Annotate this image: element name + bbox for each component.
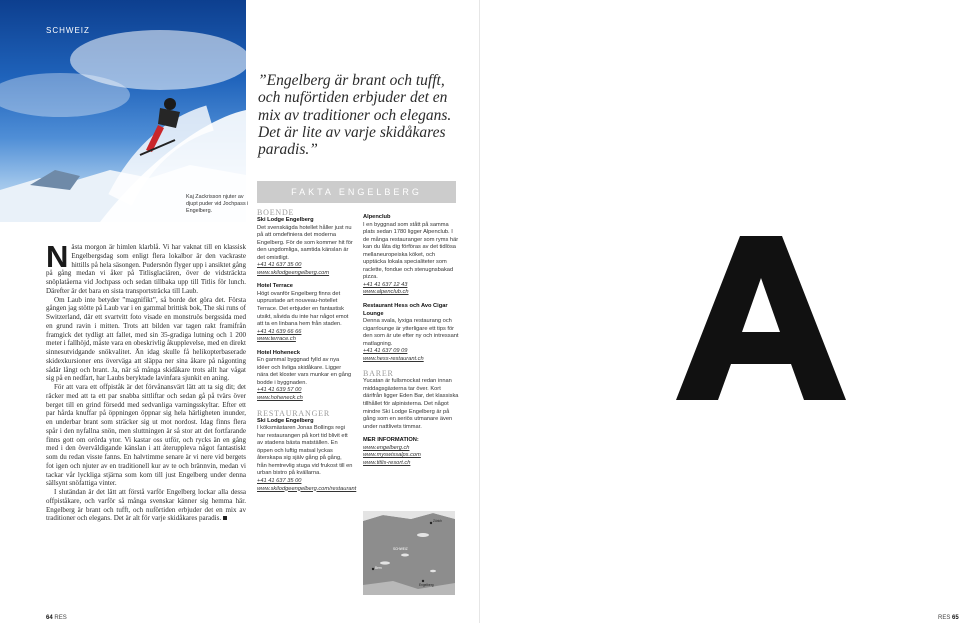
venue-link[interactable]: www.skilodgeengelberg.com (257, 269, 330, 276)
page-fold (479, 0, 480, 623)
venue-phone: +41 41 637 09 09 (363, 348, 408, 355)
map-label-schweiz: SCHWEIZ (393, 547, 408, 551)
category-heading: BARER (363, 369, 394, 379)
map-label-bern: Bern (375, 566, 382, 570)
venue-link[interactable]: www.skilodgeengelberg.com/restaurant (257, 485, 357, 492)
venue-phone: +41 41 637 35 00 (257, 477, 302, 484)
venue-name: Hotel Terrace (257, 283, 293, 290)
article-body (46, 239, 246, 523)
venue-name: Restaurant Hess och Avo Cigar Lounge (363, 303, 448, 317)
map-label-engelberg: Engelberg (419, 583, 434, 587)
pull-quote: ”Engelberg är brant och tufft, och nuförtiden erbjuder det en mix av traditioner och elegans. Det är lite av varje skidåkares paradis.” (258, 72, 452, 159)
article-paragraph: Nästa morgon är himlen klarblå. Vi har vaknat till en klassisk Engelbergsdag som enligt flera lokalbor är den vackraste hittills på hela säsongen. Pudersnön flyger upp i ansiktet gång på gång medan vi åker på Titlisglaciären, över de vidsträckta snöplatåerna vid Jochpass och sedan tillbaka upp till Titlis för lunch. Därefter är det bara en sista transportsträcka till Laub. (46, 239, 246, 295)
info-link[interactable]: www.myswissalps.com (363, 452, 421, 459)
page-number-right: RES 65 (938, 615, 959, 621)
venue-name: Hotel Hoheneck (257, 349, 300, 356)
fakta-header: FAKTA ENGELBERG (257, 181, 456, 203)
venue-desc: Det svenskägda hotellet håller just nu på att omdefiniera det moderna Engelberg. För de som kommer hit för den ungdomliga, samtida känslan är det omistligt. (257, 224, 353, 261)
venue-phone: +41 41 639 66 66 (257, 328, 302, 335)
venue-name: Ski Lodge Engelberg (257, 417, 314, 424)
venue-desc: I en byggnad som stått på samma plats sedan 1780 ligger Alpenclub. I de många restauranger som ryms här kan du låta dig förföras av det tidlösa mellaneuropeiska köket, och upptäcka lokala specialiteter som raclette, fondue och stenugnsbakad pizza. (363, 221, 459, 281)
info-link[interactable]: www.titlis-resort.ch (363, 459, 411, 466)
venue-phone: +41 41 637 12 43 (363, 281, 408, 288)
fakta-column-1 (257, 208, 357, 493)
venue-name: Alpenclub (363, 214, 391, 220)
big-initial-letter (676, 236, 846, 400)
venue-name: Ski Lodge Engelberg (257, 217, 314, 223)
venue-link[interactable]: www.hess-restaurant.ch (363, 355, 424, 362)
ski-photo (0, 0, 246, 222)
venue-link[interactable]: www.hoheneck.ch (257, 395, 303, 402)
photo-caption: Kaj Zackrisson njuter av djupt puder vid Jochpass i Engelberg. (186, 194, 249, 214)
venue-desc: I köksmästaren Jonas Bollings regi har restaurangen på kort tid blivit ett av stadens bästa matställen. En öppen och luftig matsal lyckas återskapa sig själv gång på gång, från hemtrevlig stuga vid frukost till en urban bistro på kvällarna. (257, 425, 353, 477)
switzerland-map (363, 511, 455, 595)
venue-desc: Denna svala, lyxiga restaurang och cigarrlounge är ytterligare ett tips för den som är ute efter ny och intressant matlagning. (363, 318, 459, 347)
drop-cap: N (46, 239, 69, 274)
category-heading: BOENDE (257, 208, 295, 217)
venue-desc: En gammal byggnad fylld av nya idéer och livliga skidåkare. Ligger nära det kloster vars munkar en gång bodde i byggnaden. (257, 357, 352, 386)
info-link[interactable]: www.engelberg.ch (363, 444, 410, 451)
more-info-heading: MER INFORMATION: (363, 437, 419, 444)
venue-link[interactable]: www.alpenclub.ch (363, 289, 409, 296)
venue-phone: +41 41 637 35 00 (257, 262, 302, 269)
section-label: SCHWEIZ (46, 26, 90, 35)
fakta-column-2 (363, 208, 459, 467)
end-mark (223, 516, 227, 520)
article-paragraph: I slutändan är det lätt att förstå varför Engelberg lockar alla dessa offpiståkare, och varför så många svenskar känner sig hemma här. Engelberg är brant och tufft, och nuförtiden erbjuder det en mix av traditioner och elegans. Det är alt för varje skidåkares paradis. (46, 488, 246, 523)
venue-link[interactable]: www.terrace.ch (257, 336, 296, 343)
article-paragraph: Om Laub inte betyder ”magnifikt”, så borde det göra det. Första gången jag stötte på Laub var i en gammal brittisk bok, The ski runs of Switzerland, där ett svartvitt foto visade en monstruös bergssida med en grund ravin i mitten. Trots att bilden var tagen rakt framifrån framgick det tydligt att fallet, med sin 35-gradiga lutning och 1 200 meter i fallhöjd, måste vara en obeskrivlig åkupplevelse, med en direkt sinnesutvidgande snökvalitet. Än idag skulle få helikopterbaserade skidexkursioner ens överväga att släppa ner sina åkare på någonting sådär långt och brant. Ja, när så många skidåkare trots allt har vågat sig på en nedfart, har Laubs beryktade lavinfara sjunkit en aning. (46, 295, 246, 383)
venue-desc: Yucatan är fullsmockat redan innan middagsgästerna tar över. Kort därifrån ligger Eden Bar, det klassiska tillhållet för alpinisterna. Det något mindre Ski Lodge Engelberg är på gång som en seriös utmanare även under nattlivets timmar. (363, 378, 459, 430)
venue-desc: Högt ovanför Engelberg finns det upprustade art nouveau-hotellet Terrace. Det erbjuder en fantastisk utsikt, såvida du inte har något emot att ta en linbana hem från staden. (257, 290, 349, 328)
page-number-left: 64 RES (46, 615, 67, 621)
map-label-zurich: Zürich (433, 519, 442, 523)
venue-phone: +41 41 639 57 00 (257, 387, 302, 394)
article-paragraph: För att vara ett offpiståk är det förvånansvärt lätt att ta sig dit; det räcker med att ta ett par snabba sittliftar och sedan gå på tvärs över berget till en grind försedd med sedvanliga varningsskyltar. Efter ett par hårda knuffar på öppningen öppnar sig hela härligheten inunder, en underbar brant som sträcker sig ut mot nordost. Idag finns flera spår i den nyfallna snön, men sluttningen är så stor att det fortfarande finns gott om orörda ytor. Vi kastar oss utför, och rycks än en gång med i den överväldigande känslan i att återuppleva något fantastiskt som du redan visste fanns. En halvtimme senare är vi nere vid bergets fot igen och njuter av en traditionell kur av te och brännvin, medan vi tackar vår lyckliga stjärna som kom till just Engelberg under denna sällsynt snöfattiga vinter. (46, 383, 246, 488)
category-heading: RESTAURANGER (257, 408, 330, 418)
